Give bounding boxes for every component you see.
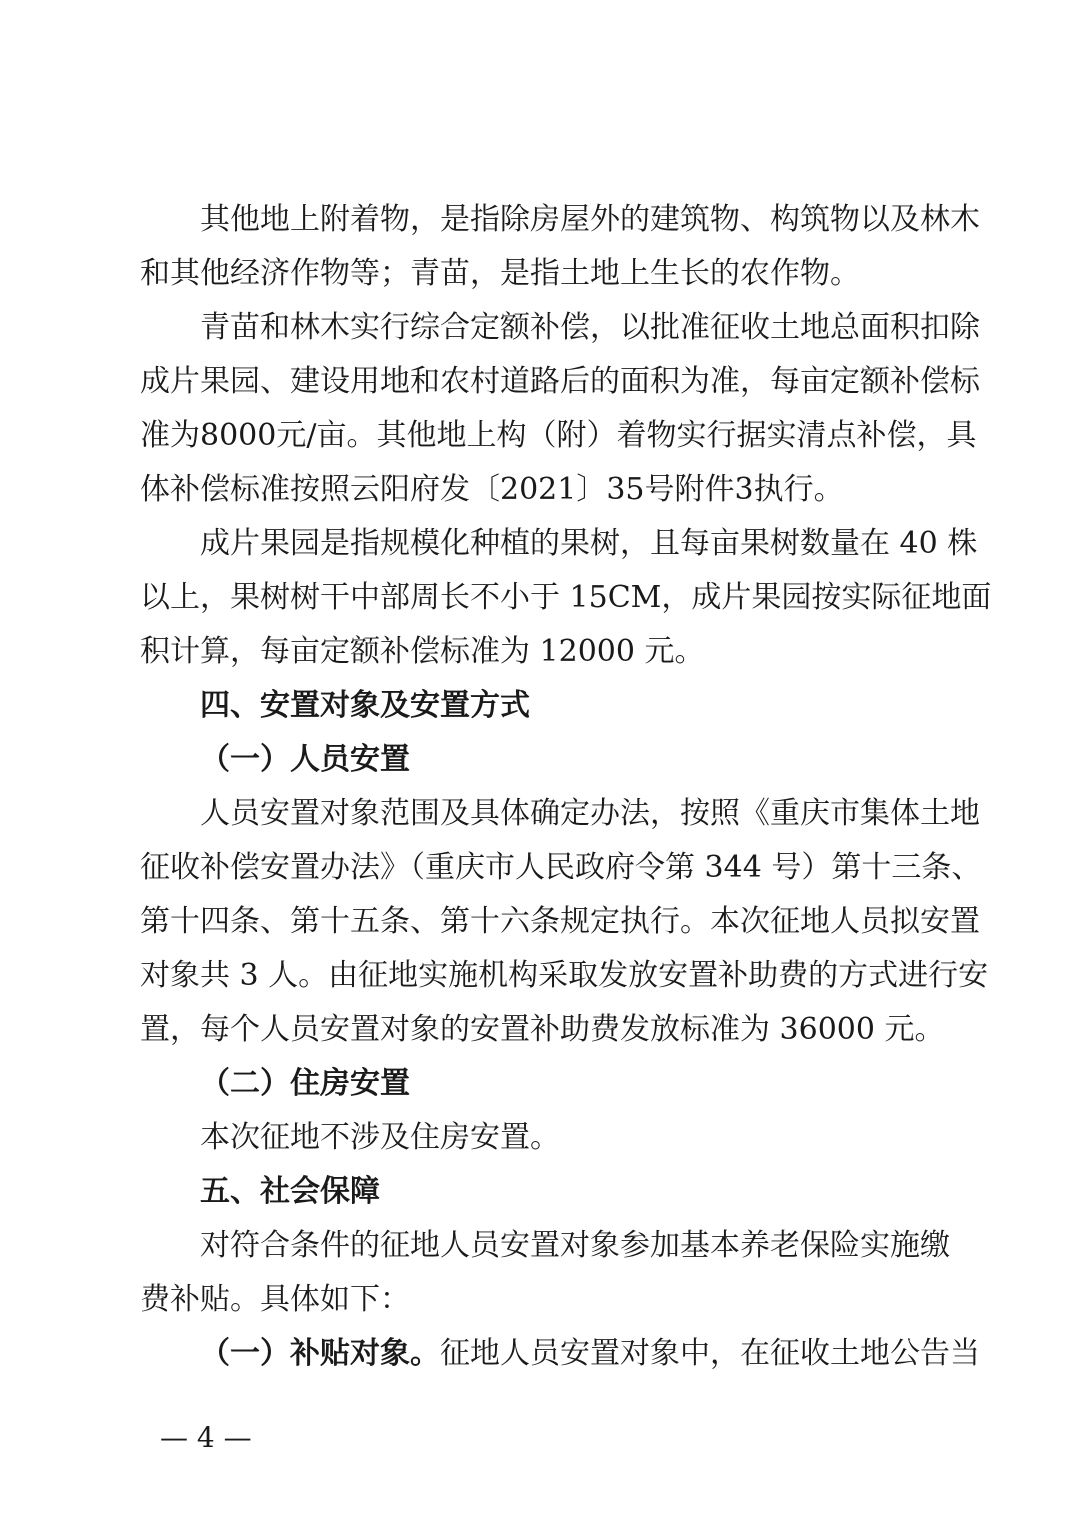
paragraph-line: 其他地上附着物，是指除房屋外的建筑物、构筑物以及林木: [200, 202, 980, 237]
paragraph-line: 置，每个人员安置对象的安置补助费发放标准为 36000 元。: [140, 1012, 945, 1047]
paragraph-line: 第十四条、第十五条、第十六条规定执行。本次征地人员拟安置: [140, 904, 980, 939]
page-number: — 4 —: [160, 1421, 252, 1454]
paragraph-line: 和其他经济作物等；青苗，是指土地上生长的农作物。: [140, 256, 860, 291]
subsection-heading: （二）住房安置: [200, 1066, 410, 1101]
section-heading: 五、社会保障: [200, 1174, 380, 1209]
subsection-heading: （一）人员安置: [200, 742, 410, 777]
paragraph-line: 人员安置对象范围及具体确定办法，按照《重庆市集体土地: [200, 796, 980, 831]
paragraph-line-mixed: [200, 1334, 980, 1374]
inline-text: 征地人员安置对象中，在征收土地公告当: [440, 1336, 980, 1371]
paragraph-line: 本次征地不涉及住房安置。: [200, 1120, 560, 1155]
paragraph-line: 以上，果树树干中部周长不小于 15CM，成片果园按实际征地面: [140, 580, 992, 615]
paragraph-line: 准为8000元/亩。其他地上构（附）着物实行据实清点补偿，具: [140, 418, 977, 453]
paragraph-line: 费补贴。具体如下：: [140, 1282, 410, 1317]
paragraph-line: 征收补偿安置办法》（重庆市人民政府令第 344 号）第十三条、: [140, 850, 982, 885]
paragraph-line: 成片果园是指规模化种植的果树，且每亩果树数量在 40 株: [200, 526, 978, 561]
section-heading: 四、安置对象及安置方式: [200, 688, 530, 723]
paragraph-line: 对符合条件的征地人员安置对象参加基本养老保险实施缴: [200, 1228, 950, 1263]
paragraph-line: 积计算，每亩定额补偿标准为 12000 元。: [140, 634, 705, 669]
paragraph-line: 体补偿标准按照云阳府发〔2021〕35号附件3执行。: [140, 472, 844, 507]
paragraph-line: 对象共 3 人。由征地实施机构采取发放安置补助费的方式进行安: [140, 958, 989, 993]
paragraph-line: 青苗和林木实行综合定额补偿，以批准征收土地总面积扣除: [200, 310, 980, 345]
inline-subheading: （一）补贴对象。: [200, 1336, 440, 1371]
paragraph-line: 成片果园、建设用地和农村道路后的面积为准，每亩定额补偿标: [140, 364, 980, 399]
